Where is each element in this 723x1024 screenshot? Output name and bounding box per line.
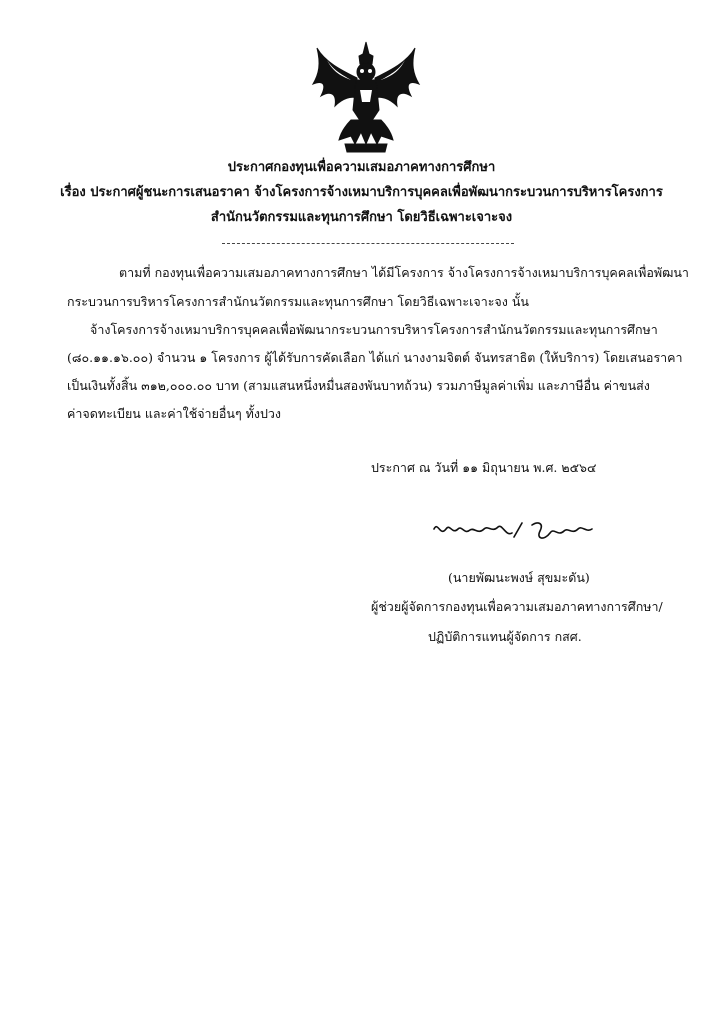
signatory-name: (นายพัฒนะพงษ์ สุขมะดัน) (448, 570, 590, 585)
paragraph-2-line-4: ค่าจดทะเบียน และค่าใช้จ่ายอื่นๆ ทั้งปวง (67, 406, 282, 421)
subject-line: เรื่อง ประกาศผู้ชนะการเสนอราคา จ้างโครงการจ้างเหมาบริการบุคคลเพื่อพัฒนากระบวนการบริหารโครงการ (60, 185, 663, 200)
paragraph-2-line-1: จ้างโครงการจ้างเหมาบริการบุคคลเพื่อพัฒนากระบวนการบริหารโครงการสำนักนวัตกรรมและทุนการศึกษา (90, 322, 658, 337)
signatory-title-1: ผู้ช่วยผู้จัดการกองทุนเพื่อความเสมอภาคทางการศึกษา/ (371, 599, 663, 614)
garuda-emblem-icon (311, 40, 421, 158)
paragraph-1-line-1: ตามที่ กองทุนเพื่อความเสมอภาคทางการศึกษา ได้มีโครงการ จ้างโครงการจ้างเหมาบริการบุคคลเพื่อพัฒนา (119, 265, 689, 280)
paragraph-1-line-2: กระบวนการบริหารโครงการสำนักนวัตกรรมและทุนการศึกษา โดยวิธีเฉพาะเจาะจง นั้น (67, 294, 529, 309)
announcement-title: ประกาศกองทุนเพื่อความเสมอภาคทางการศึกษา (227, 160, 496, 175)
signatory-title-2: ปฏิบัติการแทนผู้จัดการ กสศ. (428, 629, 582, 644)
paragraph-2-line-2: (๘๐.๑๑.๑๖.๐๐) จำนวน ๑ โครงการ ผู้ได้รับการคัดเลือก ได้แก่ นางงามจิตต์ จันทรสาธิต (ให้บริการ) โดยเสนอราคา (67, 350, 683, 365)
paragraph-2-line-3: เป็นเงินทั้งสิ้น ๓๑๒,๐๐๐.๐๐ บาท (สามแสนหนึ่งหมื่นสองพันบาทถ้วน) รวมภาษีมูลค่าเพิ่ม และภาษีอื่น ค่าขนส่ง (67, 378, 650, 393)
signature-image (428, 515, 598, 545)
announcement-date: ประกาศ ณ วันที่ ๑๑ มิถุนายน พ.ศ. ๒๕๖๔ (371, 460, 597, 475)
subject-line-cont: สำนักนวัตกรรมและทุนการศึกษา โดยวิธีเฉพาะเจาะจง (210, 210, 513, 225)
separator-line (222, 243, 514, 244)
